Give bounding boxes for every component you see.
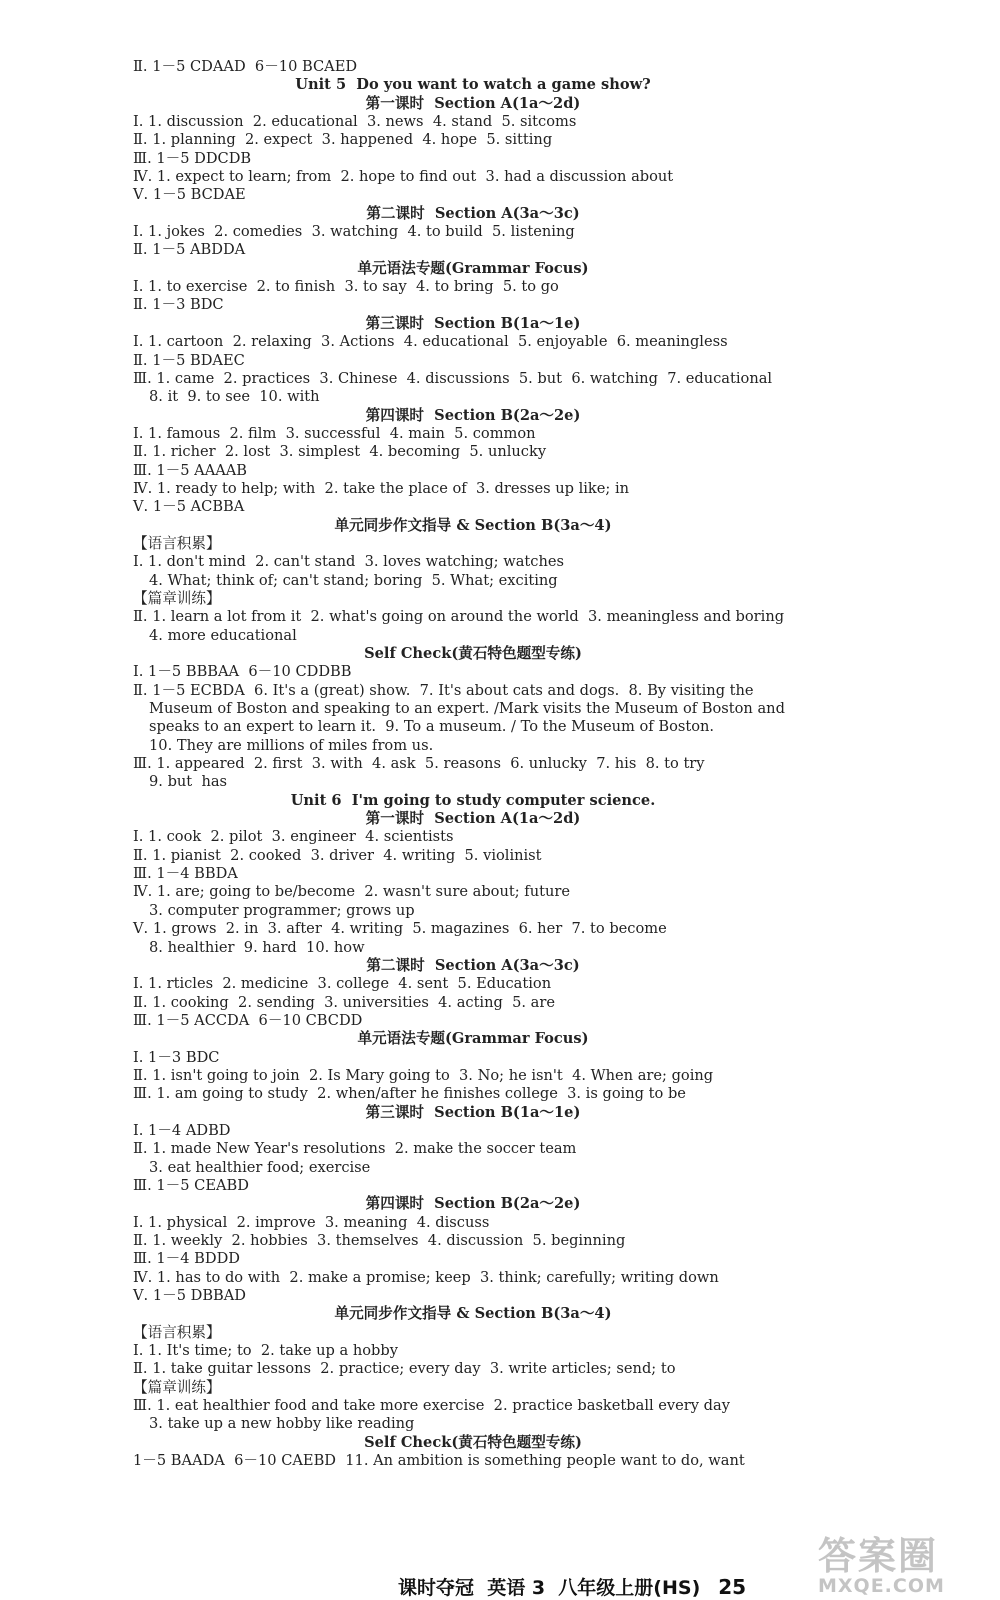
answer-line: Ⅱ. 1. richer 2. lost 3. simplest 4. becoming 5. unlucky: [133, 443, 547, 461]
answer-line: 4. What; think of; can't stand; boring 5. What; exciting: [149, 571, 558, 589]
answer-line: 【语言积累】: [133, 1323, 221, 1341]
answer-line: 8. it 9. to see 10. with: [149, 388, 320, 406]
answer-line: Ⅰ. 1－3 BDC: [133, 1048, 220, 1066]
page-footer: [398, 1573, 746, 1600]
answer-line: 【篇章训练】: [133, 1378, 221, 1396]
answer-line: Ⅲ. 1－4 BBDA: [133, 865, 238, 883]
answer-line: Ⅲ. 1－5 AAAAB: [133, 461, 248, 479]
answer-line: Ⅰ. 1－4 ADBD: [133, 1121, 231, 1139]
answer-line: Ⅰ. 1. don't mind 2. can't stand 3. loves watching; watches: [133, 553, 564, 571]
answer-line: 【篇章训练】: [133, 589, 221, 607]
answer-line: Ⅰ. 1. to exercise 2. to finish 3. to say 4. to bring 5. to go: [133, 278, 559, 296]
page-number: 25: [718, 1575, 747, 1599]
section-heading: 单元同步作文指导 & Section B(3a～4): [334, 516, 612, 534]
answer-line: Ⅱ. 1. planning 2. expect 3. happened 4. hope 5. sitting: [133, 131, 553, 149]
answer-line: Ⅱ. 1－3 BDC: [133, 296, 224, 314]
section-heading: 第二课时 Section A(3a～3c): [366, 204, 580, 222]
answer-line: Ⅲ. 1－4 BDDD: [133, 1250, 240, 1268]
answer-line: 【语言积累】: [133, 534, 221, 552]
answer-line: Ⅳ. 1. ready to help; with 2. take the place of 3. dresses up like; in: [133, 479, 630, 497]
answer-line: Ⅱ. 1. isn't going to join 2. Is Mary going to 3. No; he isn't 4. When are; going: [133, 1066, 714, 1084]
answer-line: Ⅱ. 1. weekly 2. hobbies 3. themselves 4. discussion 5. beginning: [133, 1232, 626, 1249]
answer-line: speaks to an expert to learn it. 9. To a museum. / To the Museum of Boston.: [149, 718, 715, 736]
answer-line: Ⅳ. 1. has to do with 2. make a promise; keep 3. think; carefully; writing down: [133, 1268, 719, 1286]
answer-line: Ⅱ. 1－5 CDAAD 6－10 BCAED: [133, 58, 358, 75]
answer-line: Museum of Boston and speaking to an expert. /Mark visits the Museum of Boston and: [149, 700, 785, 718]
answer-line: Ⅱ. 1－5 ABDDA: [133, 241, 246, 259]
answer-line: Ⅰ. 1. rticles 2. medicine 3. college 4. sent 5. Education: [133, 975, 552, 993]
answer-line: Ⅱ. 1. take guitar lessons 2. practice; every day 3. write articles; send; to: [133, 1360, 676, 1378]
answer-line: 3. take up a new hobby like reading: [149, 1415, 415, 1433]
answer-line: Ⅰ. 1. It's time; to 2. take up a hobby: [133, 1342, 398, 1360]
section-heading: 第三课时 Section B(1a～1e): [365, 1103, 581, 1121]
answer-line: Ⅴ. 1. grows 2. in 3. after 4. writing 5. magazines 6. her 7. to become: [133, 920, 667, 938]
answer-line: Ⅱ. 1. made New Year's resolutions 2. make the soccer team: [133, 1140, 577, 1158]
answer-line: Ⅴ. 1－5 BCDAE: [133, 186, 246, 204]
section-heading: Unit 6 I'm going to study computer science.: [290, 791, 656, 809]
answer-line: 10. They are millions of miles from us.: [149, 736, 434, 754]
answer-line: 3. eat healthier food; exercise: [149, 1158, 371, 1176]
watermark-url: MXQE.COM: [818, 1575, 945, 1597]
section-heading: 第三课时 Section B(1a～1e): [365, 314, 581, 332]
answer-line: 8. healthier 9. hard 10. how: [149, 938, 365, 956]
footer-book-title: 课时夺冠 英语 3 八年级上册(HS): [398, 1577, 701, 1599]
section-heading: 第一课时 Section A(1a～2d): [365, 810, 581, 828]
section-heading: Unit 5 Do you want to watch a game show?: [295, 76, 651, 94]
answer-line: Ⅲ. 1. appeared 2. first 3. with 4. ask 5. reasons 6. unlucky 7. his 8. to try: [133, 755, 705, 773]
answer-line: Ⅰ. 1－5 BBBAA 6－10 CDDBB: [133, 663, 352, 681]
answer-line: Ⅰ. 1. famous 2. film 3. successful 4. main 5. common: [133, 424, 536, 442]
watermark-title: 答案圈: [818, 1534, 939, 1578]
answer-line: Ⅰ. 1. jokes 2. comedies 3. watching 4. to build 5. listening: [133, 223, 575, 241]
answer-line: Ⅰ. 1. cartoon 2. relaxing 3. Actions 4. educational 5. enjoyable 6. meaningless: [133, 333, 728, 351]
answer-line: Ⅲ. 1. eat healthier food and take more exercise 2. practice basketball every day: [133, 1397, 730, 1415]
section-heading: 第四课时 Section B(2a～2e): [365, 406, 581, 424]
section-heading: Self Check(黄石特色题型专练): [364, 1433, 582, 1451]
answer-line: 3. computer programmer; grows up: [149, 901, 415, 919]
section-heading: 第二课时 Section A(3a～3c): [366, 956, 580, 974]
answer-key-content: [133, 58, 813, 1470]
answer-line: Ⅰ. 1. physical 2. improve 3. meaning 4. discuss: [133, 1213, 490, 1231]
answer-line: 1－5 BAADA 6－10 CAEBD 11. An ambition is something people want to do, want: [133, 1452, 745, 1470]
answer-line: Ⅰ. 1. cook 2. pilot 3. engineer 4. scientists: [133, 828, 454, 846]
answer-line: Ⅳ. 1. are; going to be/become 2. wasn't sure about; future: [133, 883, 570, 901]
answer-line: Ⅲ. 1. am going to study 2. when/after he finishes college 3. is going to be: [133, 1085, 686, 1103]
section-heading: 单元语法专题(Grammar Focus): [357, 259, 589, 277]
answer-line: 9. but has: [149, 773, 228, 791]
section-heading: Self Check(黄石特色题型专练): [364, 645, 582, 662]
answer-line: Ⅲ. 1－5 ACCDA 6－10 CBCDD: [133, 1011, 363, 1029]
answer-line: Ⅳ. 1. expect to learn; from 2. hope to find out 3. had a discussion about: [133, 168, 674, 186]
answer-line: Ⅴ. 1－5 ACBBA: [133, 498, 245, 516]
answer-line: Ⅴ. 1－5 DBBAD: [133, 1287, 247, 1305]
answer-line: Ⅱ. 1. learn a lot from it 2. what's going on around the world 3. meaningless and boring: [133, 608, 785, 626]
section-heading: 单元语法专题(Grammar Focus): [357, 1030, 589, 1048]
answer-line: Ⅲ. 1－5 CEABD: [133, 1176, 249, 1194]
section-heading: 第四课时 Section B(2a～2e): [365, 1195, 581, 1213]
answer-line: Ⅱ. 1. cooking 2. sending 3. universities 4. acting 5. are: [133, 993, 555, 1011]
answer-line: Ⅲ. 1－5 DDCDB: [133, 149, 252, 167]
watermark-logo: [818, 1536, 978, 1596]
answer-line: Ⅰ. 1. discussion 2. educational 3. news 4. stand 5. sitcoms: [133, 113, 577, 131]
answer-line: Ⅱ. 1－5 BDAEC: [133, 351, 245, 369]
answer-line: 4. more educational: [149, 626, 297, 644]
answer-line: Ⅱ. 1－5 ECBDA 6. It's a (great) show. 7. It's about cats and dogs. 8. By visiting the: [133, 681, 754, 699]
answer-line: Ⅱ. 1. pianist 2. cooked 3. driver 4. writing 5. violinist: [133, 846, 542, 864]
section-heading: 单元同步作文指导 & Section B(3a～4): [334, 1305, 612, 1323]
section-heading: 第一课时 Section A(1a～2d): [365, 94, 581, 112]
answer-line: Ⅲ. 1. came 2. practices 3. Chinese 4. discussions 5. but 6. watching 7. educational: [133, 369, 773, 387]
